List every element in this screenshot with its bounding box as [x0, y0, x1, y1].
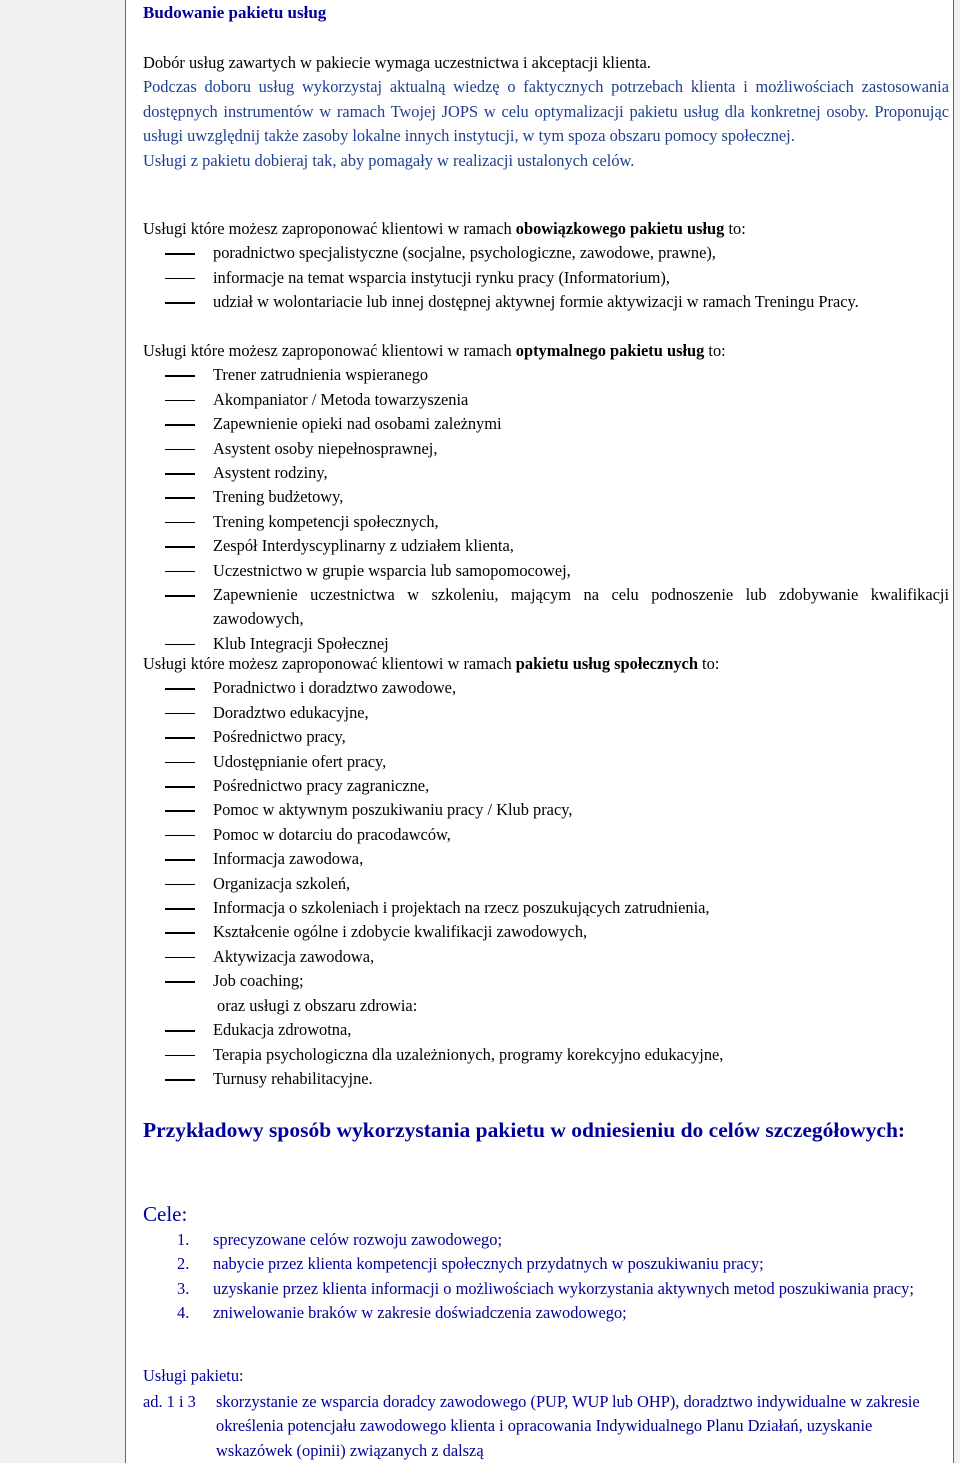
- entry-prefix: ad. 1 i 3: [143, 1392, 196, 1411]
- list-item: Pomoc w dotarciu do pracodawców,: [143, 823, 949, 847]
- item-text: zniwelowanie braków w zakresie doświadczenia zawodowego;: [213, 1303, 627, 1323]
- list-item: Zapewnienie opieki nad osobami zależnymi: [143, 412, 949, 436]
- optimal-services-list: [143, 363, 949, 656]
- list-item: Uczestnictwo w grupie wsparcia lub samopomocowej,: [143, 559, 949, 583]
- item-number: 2.: [177, 1254, 190, 1274]
- list-item: Doradztwo edukacyjne,: [143, 701, 949, 725]
- list-item: Job coaching;: [143, 969, 949, 993]
- list-item: Pomoc w aktywnym poszukiwaniu pracy / Klub pracy,: [143, 798, 949, 822]
- mandatory-package-section: [143, 217, 949, 315]
- list-item: Akompaniator / Metoda towarzyszenia: [143, 388, 949, 412]
- list-item: [143, 1252, 949, 1276]
- optimal-package-intro: [143, 339, 949, 363]
- list-item: informacje na temat wsparcia instytucji rynku pracy (Informatorium),: [143, 266, 949, 290]
- list-item: Aktywizacja zawodowa,: [143, 945, 949, 969]
- left-margin-panel: [0, 0, 126, 1463]
- list-item: [143, 1277, 949, 1301]
- package-name: obowiązkowego pakietu usług: [515, 219, 725, 238]
- intro-suffix: to:: [697, 654, 720, 673]
- goals-title: Cele:: [143, 1202, 188, 1226]
- health-services-list: [143, 1018, 949, 1091]
- list-item: Poradnictwo i doradztwo zawodowe,: [143, 676, 949, 700]
- item-number: 4.: [177, 1303, 190, 1323]
- list-item: Asystent rodziny,: [143, 461, 949, 485]
- list-item: Informacja zawodowa,: [143, 847, 949, 871]
- list-item: poradnictwo specjalistyczne (socjalne, psychologiczne, zawodowe, prawne),: [143, 241, 949, 265]
- list-item: Trener zatrudnienia wspieranego: [143, 363, 949, 387]
- health-services-note: oraz usługi z obszaru zdrowia:: [217, 995, 418, 1015]
- intro-text: Usługi które możesz zaproponować klientowi w ramach: [143, 654, 516, 673]
- list-item: Informacja o szkoleniach i projektach na rzecz poszukujących zatrudnienia,: [143, 896, 949, 920]
- entry-text: skorzystanie ze wsparcia doradcy zawodowego (PUP, WUP lub OHP), doradztwo indywidualne w zakresie określenia potencjału zawodowego klienta i opracowania Indywidualnego Planu Działań, uzyskanie wskazówek (opinii) związanych z dalszą: [216, 1392, 920, 1460]
- intro-text: Usługi które możesz zaproponować klientowi w ramach: [143, 341, 516, 360]
- item-text: nabycie przez klienta kompetencji społecznych przydatnych w poszukiwaniu pracy;: [213, 1254, 764, 1274]
- right-margin-panel: [953, 0, 960, 1463]
- list-item: Klub Integracji Społecznej: [143, 632, 949, 656]
- list-item: udział w wolontariacie lub innej dostępnej aktywnej formie aktywizacji w ramach Treningu Pracy.: [143, 290, 949, 314]
- list-item: Kształcenie ogólne i zdobycie kwalifikacji zawodowych,: [143, 920, 949, 944]
- list-item: [143, 1228, 949, 1252]
- intro-line: Dobór usług zawartych w pakiecie wymaga uczestnictwa i akceptacji klienta.: [143, 53, 651, 72]
- intro-last-line: Usługi z pakietu dobieraj tak, aby pomagały w realizacji ustalonych celów.: [143, 150, 635, 170]
- example-heading: Przykładowy sposób wykorzystania pakietu w odniesieniu do celów szczegółowych:: [143, 1118, 906, 1142]
- item-text: uzyskanie przez klienta informacji o możliwościach wykorzystania aktywnych metod poszukiwania pracy;: [213, 1278, 914, 1298]
- intro-suffix: to:: [704, 341, 726, 360]
- list-item: Udostępnianie ofert pracy,: [143, 750, 949, 774]
- item-number: 3.: [177, 1278, 190, 1298]
- item-number: 1.: [177, 1230, 190, 1249]
- list-item: [143, 1301, 949, 1325]
- list-item: Zespół Interdyscyplinarny z udziałem klienta,: [143, 534, 949, 558]
- list-item: Zapewnienie uczestnictwa w szkoleniu, mającym na celu podnoszenie lub zdobywanie kwalifikacji zawodowych,: [143, 583, 949, 632]
- mandatory-package-intro: [143, 217, 949, 241]
- intro-text: Usługi które możesz zaproponować klientowi w ramach: [143, 219, 516, 238]
- optimal-package-section: [143, 339, 949, 656]
- intro-block: [143, 51, 949, 173]
- list-item: Terapia psychologiczna dla uzależnionych, programy korekcyjno edukacyjne,: [143, 1043, 949, 1067]
- intro-suffix: to:: [724, 219, 746, 238]
- list-item: Pośrednictwo pracy,: [143, 725, 949, 749]
- package-services-title: Usługi pakietu:: [143, 1366, 244, 1385]
- social-services-list: [143, 676, 949, 993]
- social-package-section: [143, 652, 949, 1091]
- mandatory-services-list: [143, 241, 949, 314]
- list-item: Pośrednictwo pracy zagraniczne,: [143, 774, 949, 798]
- package-name: pakietu usług społecznych: [515, 654, 698, 673]
- list-item: Organizacja szkoleń,: [143, 872, 949, 896]
- package-services-entry: [143, 1390, 949, 1463]
- list-item: Edukacja zdrowotna,: [143, 1018, 949, 1042]
- goals-list: [143, 1228, 949, 1326]
- social-package-intro: [143, 652, 949, 676]
- package-name: optymalnego pakietu usług: [515, 341, 705, 360]
- list-item: Trening kompetencji społecznych,: [143, 510, 949, 534]
- list-item: Trening budżetowy,: [143, 485, 949, 509]
- list-item: Asystent osoby niepełnosprawnej,: [143, 437, 949, 461]
- intro-paragraph: Podczas doboru usług wykorzystaj aktualną wiedzę o faktycznych potrzebach klienta i możliwościach zastosowania dostępnych instrumentów w ramach Twojej JOPS w celu optymalizacji pakietu usług dla konkretnej osoby. Proponując usługi uwzględnij także zasoby lokalne innych instytucji, w tym spoza obszaru pomocy społecznej.: [143, 77, 949, 146]
- item-text: sprecyzowane celów rozwoju zawodowego;: [213, 1230, 502, 1249]
- section-heading: Budowanie pakietu usług: [143, 3, 327, 22]
- list-item: Turnusy rehabilitacyjne.: [143, 1067, 949, 1091]
